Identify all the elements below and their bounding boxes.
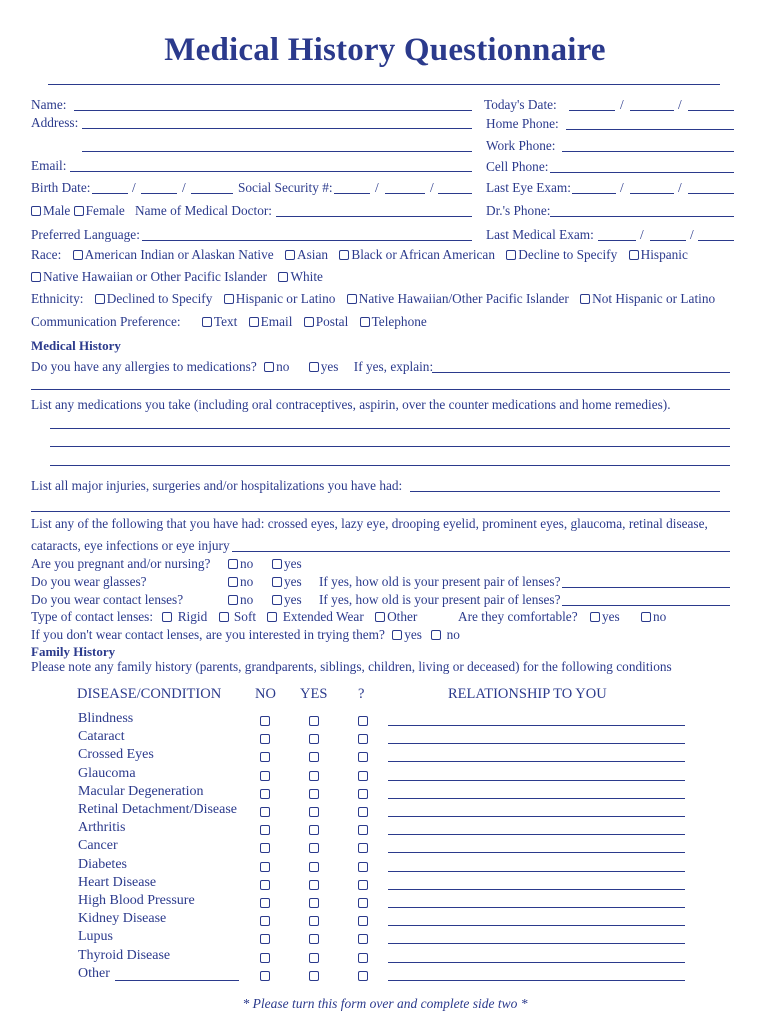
medical-exam-month-field[interactable] — [598, 240, 636, 241]
injuries-question: List all major injuries, surgeries and/or hospitalizations you have had: — [31, 478, 403, 493]
communication-option-email[interactable] — [249, 314, 293, 330]
allergies-explain-field-2[interactable] — [31, 389, 730, 390]
address-label: Address: — [31, 115, 79, 130]
yes-checkbox[interactable] — [309, 934, 319, 944]
race-label: Race: — [31, 247, 62, 262]
work-phone-field[interactable] — [562, 151, 734, 152]
medical-exam-slash-1: / — [640, 227, 644, 242]
name-label: Name: — [31, 97, 67, 112]
interested-no-label: no — [446, 627, 460, 642]
relationship-field[interactable] — [388, 962, 685, 963]
checkbox[interactable] — [219, 612, 229, 622]
medical-exam-year-field[interactable] — [698, 240, 734, 241]
comfortable-yes[interactable] — [590, 609, 620, 625]
today-slash-1: / — [620, 97, 624, 112]
ssn-part1-field[interactable] — [334, 193, 370, 194]
col-disease-header: DISEASE/CONDITION — [77, 686, 222, 702]
checkbox[interactable] — [202, 317, 212, 327]
glasses-age-field[interactable] — [562, 587, 730, 588]
relationship-field[interactable] — [388, 980, 685, 981]
checkbox[interactable] — [267, 612, 277, 622]
todays-day-field[interactable] — [630, 110, 674, 111]
home-phone-field[interactable] — [566, 129, 734, 130]
option-label: Native Hawaiian or Other Pacific Islander — [43, 269, 268, 284]
pregnant-question: Are you pregnant and/or nursing? — [31, 556, 211, 571]
todays-year-field[interactable] — [688, 110, 734, 111]
pregnant-no[interactable] — [228, 556, 253, 572]
female-label: Female — [85, 203, 125, 218]
medical-exam-day-field[interactable] — [650, 240, 686, 241]
condition-label: High Blood Pressure — [78, 893, 195, 908]
checkbox[interactable] — [285, 250, 295, 260]
no-checkbox[interactable] — [260, 916, 270, 926]
contacts-followup: If yes, how old is your present pair of lenses? — [319, 592, 561, 607]
email-field[interactable] — [70, 171, 472, 172]
todays-month-field[interactable] — [569, 110, 615, 111]
relationship-field[interactable] — [388, 725, 685, 726]
relationship-field[interactable] — [388, 943, 685, 944]
yes-checkbox[interactable] — [309, 916, 319, 926]
col-yes-header: YES — [300, 686, 328, 702]
condition-label: Thyroid Disease — [78, 948, 171, 963]
option-label: Not Hispanic or Latino — [592, 291, 716, 306]
birth-slash-1: / — [132, 180, 136, 195]
medications-field-3[interactable] — [50, 465, 730, 466]
checkbox[interactable] — [580, 294, 590, 304]
last-medical-exam-label: Last Medical Exam: — [486, 227, 594, 242]
ethnicity-option-hispanic[interactable] — [224, 291, 336, 307]
preferred-language-field[interactable] — [142, 240, 472, 241]
drs-phone-label: Dr.'s Phone: — [486, 203, 551, 218]
condition-label: Crossed Eyes — [78, 747, 154, 762]
comfortable-question: Are they comfortable? — [458, 609, 578, 624]
ethnicity-row — [31, 291, 723, 307]
relationship-field[interactable] — [388, 743, 685, 744]
ssn-label: Social Security #: — [238, 180, 333, 195]
relationship-field[interactable] — [388, 925, 685, 926]
last-eye-exam-label: Last Eye Exam: — [486, 180, 571, 195]
allergies-question: Do you have any allergies to medications? — [31, 359, 257, 374]
ssn-slash-2: / — [430, 180, 434, 195]
work-phone-label: Work Phone: — [486, 138, 556, 153]
birth-day-field[interactable] — [141, 193, 177, 194]
unknown-checkbox[interactable] — [358, 825, 368, 835]
option-label: Declined to Specify — [106, 291, 213, 306]
home-phone-label: Home Phone: — [486, 116, 559, 131]
comfortable-yes-label: yes — [602, 609, 620, 624]
ethnicity-option-declined[interactable] — [95, 291, 213, 307]
relationship-field[interactable] — [388, 907, 685, 908]
glasses-question: Do you wear glasses? — [31, 574, 147, 589]
relationship-field[interactable] — [388, 871, 685, 872]
checkbox[interactable] — [506, 250, 516, 260]
yes-checkbox[interactable] — [309, 880, 319, 890]
condition-label: Lupus — [78, 929, 113, 944]
communication-label: Communication Preference: — [31, 314, 181, 329]
checkbox[interactable] — [278, 272, 288, 282]
glasses-yes-label: yes — [284, 574, 302, 589]
relationship-field[interactable] — [388, 834, 685, 835]
no-checkbox[interactable] — [260, 862, 270, 872]
checkbox[interactable] — [360, 317, 370, 327]
birth-slash-2: / — [182, 180, 186, 195]
contacts-yes-checkbox[interactable] — [272, 595, 282, 605]
condition-label: Heart Disease — [78, 875, 157, 890]
drs-phone-field[interactable] — [550, 216, 734, 217]
injuries-field[interactable] — [410, 491, 720, 492]
medications-field-1[interactable] — [50, 428, 730, 429]
no-checkbox[interactable] — [260, 807, 270, 817]
interested-yes-checkbox[interactable] — [392, 630, 402, 640]
birth-date-label: Birth Date: — [31, 180, 91, 195]
medical-exam-slash-2: / — [690, 227, 694, 242]
option-label: Rigid — [177, 609, 208, 624]
race-option-american-indian[interactable] — [73, 247, 274, 263]
medications-question: List any medications you take (including oral contraceptives, aspirin, over the counter medications and home remedies). — [31, 397, 671, 412]
contact-type-extended[interactable] — [267, 609, 363, 625]
col-relationship-header: RELATIONSHIP TO YOU — [448, 686, 607, 702]
injuries-field-2[interactable] — [31, 511, 730, 512]
unknown-checkbox[interactable] — [358, 716, 368, 726]
relationship-field[interactable] — [388, 761, 685, 762]
unknown-checkbox[interactable] — [358, 953, 368, 963]
ssn-part3-field[interactable] — [438, 193, 472, 194]
condition-label: Macular Degeneration — [78, 784, 204, 799]
glasses-no-label: no — [240, 574, 254, 589]
checkbox[interactable] — [162, 612, 172, 622]
glasses-no-checkbox[interactable] — [228, 577, 238, 587]
option-label: Email — [260, 314, 293, 329]
comfortable-yes-checkbox[interactable] — [590, 612, 600, 622]
ethnicity-option-native-hawaiian[interactable] — [347, 291, 569, 307]
title-rule — [48, 84, 720, 85]
checkbox[interactable] — [339, 250, 349, 260]
yes-checkbox[interactable] — [309, 898, 319, 908]
yes-checkbox[interactable] — [309, 752, 319, 762]
condition-label: Glaucoma — [78, 766, 136, 781]
contacts-yes-label: yes — [284, 592, 302, 607]
option-label: White — [290, 269, 323, 284]
medical-doctor-field[interactable] — [276, 216, 472, 217]
name-field[interactable] — [74, 110, 472, 111]
option-label: Other — [387, 609, 418, 624]
pregnant-no-label: no — [240, 556, 254, 571]
allergies-no-checkbox[interactable] — [264, 362, 274, 372]
birth-month-field[interactable] — [92, 193, 128, 194]
allergies-no-label: no — [276, 359, 290, 374]
unknown-checkbox[interactable] — [358, 752, 368, 762]
no-checkbox[interactable] — [260, 953, 270, 963]
yes-checkbox[interactable] — [309, 953, 319, 963]
condition-label: Diabetes — [78, 857, 127, 872]
no-checkbox[interactable] — [260, 898, 270, 908]
option-label: American Indian or Alaskan Native — [84, 247, 274, 262]
today-slash-2: / — [678, 97, 682, 112]
relationship-field[interactable] — [388, 889, 685, 890]
pregnant-yes-label: yes — [284, 556, 302, 571]
todays-date-label: Today's Date: — [484, 97, 557, 112]
interested-no-checkbox[interactable] — [431, 630, 441, 640]
allergies-yes-label: yes — [320, 359, 339, 374]
email-label: Email: — [31, 158, 67, 173]
race-option-native-hawaiian[interactable] — [31, 269, 267, 285]
checkbox[interactable] — [224, 294, 234, 304]
contacts-age-field[interactable] — [562, 605, 730, 606]
no-checkbox[interactable] — [260, 716, 270, 726]
option-label: Soft — [233, 609, 257, 624]
glasses-yes-checkbox[interactable] — [272, 577, 282, 587]
no-checkbox[interactable] — [260, 934, 270, 944]
communication-row — [31, 314, 435, 330]
condition-label: Retinal Detachment/Disease — [78, 802, 237, 817]
no-checkbox[interactable] — [260, 825, 270, 835]
interested-row — [31, 627, 460, 643]
yes-checkbox[interactable] — [309, 716, 319, 726]
contacts-question: Do you wear contact lenses? — [31, 592, 184, 607]
female-checkbox[interactable] — [74, 206, 84, 216]
race-option-asian[interactable] — [285, 247, 328, 263]
glasses-yes[interactable] — [272, 574, 302, 590]
unknown-checkbox[interactable] — [358, 898, 368, 908]
unknown-checkbox[interactable] — [358, 789, 368, 799]
pregnant-yes[interactable] — [272, 556, 302, 572]
allergies-row — [31, 359, 433, 375]
allergies-explain-label: If yes, explain: — [353, 359, 434, 374]
other-condition-field[interactable] — [115, 980, 239, 981]
option-label: Extended Wear — [282, 609, 364, 624]
contacts-yes[interactable] — [272, 592, 302, 608]
unknown-checkbox[interactable] — [358, 916, 368, 926]
comfortable-no-checkbox[interactable] — [641, 612, 651, 622]
contact-type-other[interactable] — [375, 609, 417, 625]
eye-exam-day-field[interactable] — [630, 193, 674, 194]
comfortable-no-label: no — [653, 609, 667, 624]
glasses-followup: If yes, how old is your present pair of lenses? — [319, 574, 561, 589]
conditions-question-2: cataracts, eye infections or eye injury — [31, 538, 230, 553]
family-history-heading: Family History — [31, 644, 116, 659]
checkbox[interactable] — [304, 317, 314, 327]
pregnant-no-checkbox[interactable] — [228, 559, 238, 569]
family-history-note: Please note any family history (parents, grandparents, siblings, children, living or deceased) for the following conditions — [31, 659, 672, 674]
no-checkbox[interactable] — [260, 880, 270, 890]
option-label: Telephone — [371, 314, 427, 329]
yes-checkbox[interactable] — [309, 807, 319, 817]
col-no-header: NO — [255, 686, 276, 702]
condition-label: Kidney Disease — [78, 911, 167, 926]
gender-row — [31, 203, 125, 219]
yes-checkbox[interactable] — [309, 789, 319, 799]
allergies-explain-field[interactable] — [432, 372, 730, 373]
medications-field-2[interactable] — [50, 446, 730, 447]
condition-label: Cataract — [78, 729, 125, 744]
eye-exam-month-field[interactable] — [572, 193, 616, 194]
no-checkbox[interactable] — [260, 752, 270, 762]
birth-year-field[interactable] — [191, 193, 233, 194]
ssn-slash-1: / — [375, 180, 379, 195]
yes-checkbox[interactable] — [309, 843, 319, 853]
relationship-field[interactable] — [388, 816, 685, 817]
unknown-checkbox[interactable] — [358, 734, 368, 744]
option-label: Decline to Specify — [518, 247, 618, 262]
checkbox[interactable] — [31, 272, 41, 282]
checkbox[interactable] — [375, 612, 385, 622]
race-row-2 — [31, 269, 331, 285]
contacts-no-checkbox[interactable] — [228, 595, 238, 605]
condition-label: Cancer — [78, 838, 118, 853]
unknown-checkbox[interactable] — [358, 771, 368, 781]
no-checkbox[interactable] — [260, 789, 270, 799]
communication-option-postal[interactable] — [304, 314, 349, 330]
yes-checkbox[interactable] — [309, 825, 319, 835]
unknown-checkbox[interactable] — [358, 843, 368, 853]
relationship-field[interactable] — [388, 780, 685, 781]
ethnicity-label: Ethnicity: — [31, 291, 84, 306]
yes-checkbox[interactable] — [309, 971, 319, 981]
option-label: Hispanic or Latino — [235, 291, 336, 306]
checkbox[interactable] — [629, 250, 639, 260]
condition-label: Blindness — [78, 711, 134, 726]
conditions-question-1: List any of the following that you have had: crossed eyes, lazy eye, drooping eyelid, prominent eyes, glaucoma, retinal disease, — [31, 516, 708, 531]
eye-exam-slash-1: / — [620, 180, 624, 195]
col-unknown-header: ? — [358, 686, 365, 702]
glasses-no[interactable] — [228, 574, 253, 590]
option-label: Asian — [296, 247, 329, 262]
eye-exam-slash-2: / — [678, 180, 682, 195]
option-label: Text — [213, 314, 238, 329]
race-option-black[interactable] — [339, 247, 495, 263]
yes-checkbox[interactable] — [309, 734, 319, 744]
checkbox[interactable] — [95, 294, 105, 304]
yes-checkbox[interactable] — [309, 862, 319, 872]
contacts-no[interactable] — [228, 592, 253, 608]
unknown-checkbox[interactable] — [358, 862, 368, 872]
relationship-field[interactable] — [388, 798, 685, 799]
communication-option-telephone[interactable] — [360, 314, 427, 330]
page-title: Medical History Questionnaire — [164, 32, 606, 68]
conditions-field[interactable] — [232, 551, 730, 552]
eye-exam-year-field[interactable] — [688, 193, 734, 194]
contacts-no-label: no — [240, 592, 254, 607]
race-option-decline[interactable] — [506, 247, 617, 263]
contact-type-soft[interactable] — [219, 609, 257, 625]
no-checkbox[interactable] — [260, 771, 270, 781]
pregnant-yes-checkbox[interactable] — [272, 559, 282, 569]
ssn-part2-field[interactable] — [385, 193, 425, 194]
ethnicity-option-not-hispanic[interactable] — [580, 291, 715, 307]
option-label: Black or African American — [351, 247, 495, 262]
checkbox[interactable] — [347, 294, 357, 304]
race-row-1 — [31, 247, 696, 263]
communication-option-text[interactable] — [202, 314, 237, 330]
race-option-white[interactable] — [278, 269, 323, 285]
condition-label: Arthritis — [78, 820, 126, 835]
unknown-checkbox[interactable] — [358, 807, 368, 817]
contact-type-rigid[interactable] — [162, 609, 207, 625]
unknown-checkbox[interactable] — [358, 934, 368, 944]
footer-note: * Please turn this form over and complete side two * — [242, 996, 528, 1011]
relationship-field[interactable] — [388, 852, 685, 853]
unknown-checkbox[interactable] — [358, 880, 368, 890]
preferred-language-label: Preferred Language: — [31, 227, 140, 242]
medical-doctor-label: Name of Medical Doctor: — [135, 203, 272, 218]
no-checkbox[interactable] — [260, 971, 270, 981]
contact-type-label: Type of contact lenses: — [31, 609, 154, 624]
condition-label: Other — [78, 966, 110, 981]
no-checkbox[interactable] — [260, 734, 270, 744]
male-checkbox[interactable] — [31, 206, 41, 216]
race-option-hispanic[interactable] — [629, 247, 688, 263]
interested-question: If you don't wear contact lenses, are you interested in trying them? — [31, 627, 385, 642]
checkbox[interactable] — [73, 250, 83, 260]
unknown-checkbox[interactable] — [358, 971, 368, 981]
yes-checkbox[interactable] — [309, 771, 319, 781]
address-field[interactable] — [82, 128, 472, 129]
allergies-yes-checkbox[interactable] — [309, 362, 319, 372]
option-label: Postal — [315, 314, 349, 329]
cell-phone-field[interactable] — [550, 172, 734, 173]
address-field-2[interactable] — [82, 151, 472, 152]
option-label: Hispanic — [640, 247, 688, 262]
no-checkbox[interactable] — [260, 843, 270, 853]
option-label: Native Hawaiian/Other Pacific Islander — [358, 291, 569, 306]
cell-phone-label: Cell Phone: — [486, 159, 549, 174]
interested-yes-label: yes — [404, 627, 422, 642]
contact-type-row — [31, 609, 425, 625]
comfortable-no[interactable] — [641, 609, 666, 625]
medical-history-heading: Medical History — [31, 338, 121, 353]
checkbox[interactable] — [249, 317, 259, 327]
male-label: Male — [43, 203, 71, 218]
